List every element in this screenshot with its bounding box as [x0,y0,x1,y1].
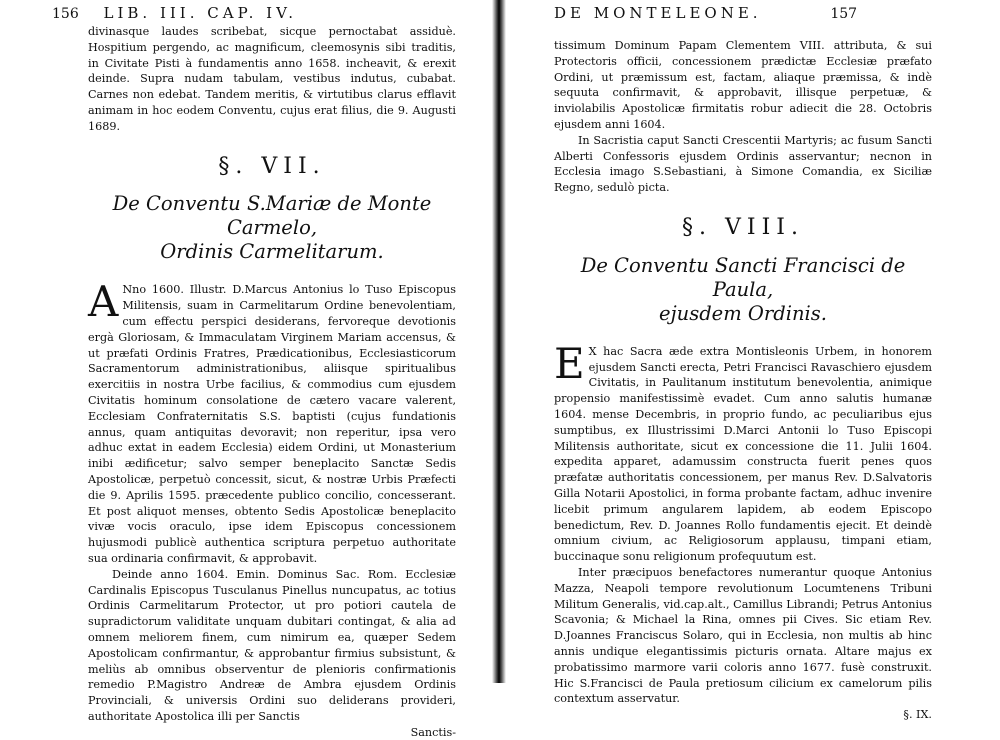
paragraph [88,277,456,566]
catchword: §. IX. [903,708,932,722]
left-page [0,0,492,739]
page-number: 156 [52,6,79,22]
chapter-title-line2: Ordinis Carmelitarum. [160,240,384,264]
page-body [554,38,932,723]
running-header [52,4,297,22]
chapter-title-line1: De Conventu Sancti Francisci de Paula, [580,253,906,301]
paragraph [554,338,932,565]
drop-cap: A [88,277,119,327]
running-title: DE MONTELEONE. [554,4,762,22]
paragraph-text: X hac Sacra æde extra Montisleonis Urbem, in honorem ejusdem Sancti erecta, Petri Francisci Ravaschiero ejusdem Civitatis, in Paulitanum institutum benevolentia, animique propensio manifestissimè evadet. Cum anno salutis humanæ 1604. mense Decembris, in proprio fundo, ac peculiaribus ejus sumptibus, ex Illustrissimi D.Marci Antonii lo Tuso Episcopi Militensis authoritate, sicut ex concessione die 11. Julii 1604. expedita apparet, adamussim constructa fuerit penes quos præfatæ authoritatis concessionem, per manus Rev. D.Salvatoris Gilla Notarii Apostolici, in forma probante factam, adhuc invenire licebit primum angularem lapidem, ab eodem Episcopo benedictum, Rev. D. Joannes Rollo fundamentis ejecit. Et deindè omnium civium, ac Religiosorum applausu, timpani etiam, buccinaque sonu religionum profequutum est. [554,344,932,564]
page-body [88,24,456,740]
continued-paragraph: tissimum Dominum Papam Clementem VIII. attributa, & sui Protectoris officii, concessionem prædictæ Ecclesiæ præfato Ordini, ut præmissum est, factam, aliaque præmissa, & indè sequuta confirmavit, & approbavit, illisque perpetuæ, & inviolabilis Apostolicæ firmitatis robur adiecit die 28. Octobris ejusdem anni 1604. [554,39,932,131]
book-gutter [492,0,506,683]
running-header [554,4,857,22]
running-title: LIB. III. CAP. IV. [103,4,298,22]
paragraph: Deinde anno 1604. Emin. Dominus Sac. Rom. Ecclesiæ Cardinalis Episcopus Tusculanus Pinellus nuncupatus, ac totius Ordinis Carmelitarum Protector, ut pro potiori cautela de supradictorum validitate unquam dubitari contingat, & alia ad omnem meliorem finem, cum nimirum ea, quæper Sedem Apostolicam confirmantur, & approbantur firmius subsistunt, & meliùs ab omnibus observentur de plenioris confirmationis remedio P.Magistro Andreæ de Ambra ejusdem Ordinis Provinciali, & universis Ordini suo deliderans provideri, authoritate Apostolica illi per Sanctis [88,567,456,723]
section-heading: §. VII. [218,153,326,179]
section-heading: §. VIII. [682,214,804,240]
drop-cap: E [554,338,585,388]
paragraph: Inter præcipuos benefactores numerantur quoque Antonius Mazza, Neapoli tempore revolutionum Locumtenens Tribuni Militum Generalis, vid.cap.alt., Camillus Librandi; Petrus Antonius Scavonia; & Michael la Rina, omnes pii Cives. Sic etiam Rev. D.Joannes Franciscus Solaro, qui in Ecclesia, non multis ab hinc annis undique elegantissimis picturis ornata. Altare majus ex probatissimo marmore varii coloris anno 1677. fusè construxit. Hic S.Francisci de Paula pretiosum cilicium ex camelorum pilis contextum asservatur. [554,565,932,706]
paragraph-text: Nno 1600. Illustr. D.Marcus Antonius lo Tuso Episcopus Militensis, suam in Carmelitarum Ordine benevolentiam, cum effectu perspici desiderans, fervoreque devotionis ergà Gloriosam, & Immaculatam Virginem Mariam accensus, & ut præfati Ordinis Fratres, Prædicationibus, Ecclesiasticorum Sacramentorum administrationibus, aliisque spiritualibus exercitiis in nostra Urbe facilius, & commodius cum ejusdem Civitatis hominum consolatione de cætero vacare valerent, Ecclesiam Confraternitatis S.S. baptisti (cujus fundationis annus, quam antiquitas devoravit; non reperitur, ipsa vero adhuc extat in eadem Ecclesia) eidem Ordini, ut Monasterium inibi ædificetur; salvo semper beneplacito Sanctæ Sedis Apostolicæ, perpetuò concessit, sicut, & nostræ Urbis Præfecti die 9. Aprilis 1595. præcedente publico concilio, concesserant. Et post aliquot menses, obtento Sedis Apostolicæ beneplacito vivæ vocis oraculo, ipse idem Episcopus concessionem hujusmodi publicè authentica scriptura perpetuo authoritate sua ordinaria confirmavit, & approbavit. [88,283,456,565]
catchword: Sanctis- [410,725,456,739]
continued-paragraph: divinasque laudes scribebat, sicque pernoctabat assiduè. Hospitium pergendo, ac magnificum, cleemosynis sibi traditis, in Civitate Pisti à fundamentis anno 1658. incheavit, & erexit deinde. Supra nudam tabulam, vestibus indutus, cubabat. Carnes non edebat. Tandem meritis, & virtutibus clarus efflavit animam in hoc eodem Conventu, cujus erat filius, die 9. Augusti 1689. [88,25,456,133]
chapter-title-line1: De Conventu S.Mariæ de Monte Carmelo, [112,192,432,240]
paragraph: In Sacristia caput Sancti Crescentii Martyris; ac fusum Sancti Alberti Confessoris ejusdem Ordinis asservantur; necnon in Ecclesia imago S.Sebastiani, à Simone Comandia, ex Siciliæ Regno, sedulò picta. [554,133,932,195]
right-page [506,0,1000,722]
chapter-title-line2: ejusdem Ordinis. [659,301,827,325]
page-number: 157 [830,6,858,22]
